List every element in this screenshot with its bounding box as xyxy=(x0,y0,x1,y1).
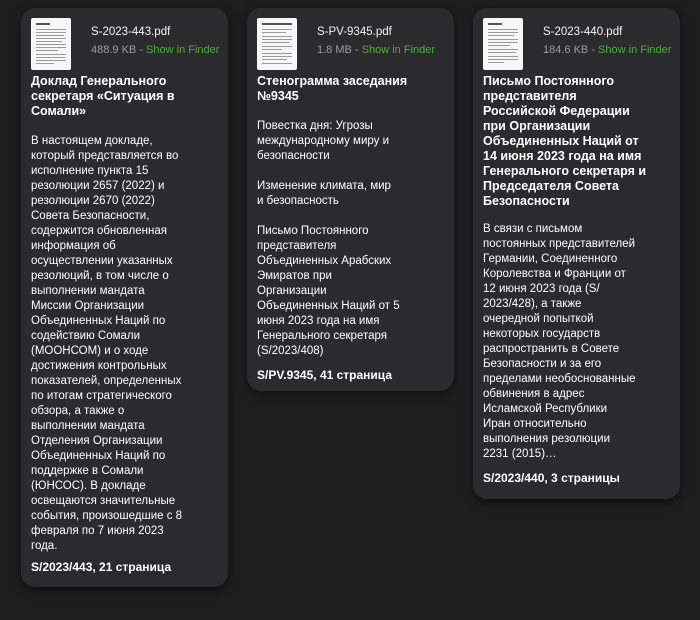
file-meta xyxy=(91,44,219,56)
document-summary: В связи с письмом постоянных представителей Германии, Соединенного Королевства и Франции от 12 июня 2023 года (S/ 2023/428), а также очередной попыткой некоторых государств распространить в Совете Безопасности и за его пределами необоснованные обвинения в адрес Исламской Республики Иран относительно выполнения резолюции 2231 (2015)… xyxy=(483,223,636,460)
file-size: 488.9 KB xyxy=(91,44,137,56)
document-card[interactable] xyxy=(473,8,680,499)
file-header xyxy=(483,18,674,70)
show-in-finder-link[interactable]: Show in Finder xyxy=(361,44,436,56)
file-size: 1.8 MB xyxy=(317,44,352,56)
file-header xyxy=(31,18,222,70)
meta-separator: - xyxy=(136,44,147,56)
file-name: S-2023-443.pdf xyxy=(91,26,171,38)
document-reference: S/2023/440, 3 страницы xyxy=(483,471,620,485)
pdf-thumbnail-icon[interactable] xyxy=(483,18,523,70)
file-meta xyxy=(543,44,671,56)
document-title: Письмо Постоянного представителя Российской Федерации при Организации Объединенных Наций от 14 июня 2023 года на имя Генерального секретаря и Председателя Совета Безопасности xyxy=(483,74,647,208)
document-title: Стенограмма заседания №9345 xyxy=(257,74,408,103)
file-name: S-PV-9345.pdf xyxy=(317,26,392,38)
file-header xyxy=(257,18,448,70)
document-reference: S/PV.9345, 41 страница xyxy=(257,368,392,382)
document-reference: S/2023/443, 21 страница xyxy=(31,560,172,574)
show-in-finder-link[interactable]: Show in Finder xyxy=(598,44,672,56)
document-summary: В настоящем докладе, который представляется во исполнение пункта 15 резолюции 2657 (2022) и резолюции 2670 (2022) Совета Безопасности, содержится обновленная информация об осуществлении указанных резолюций, в том числе о выполнении мандата Миссии Организации Объединенных Наций по содействию Сомали (МООНСОМ) и о ходе достижения контрольных показателей, определенных по итогам стратегического обзора, а также о выполнении мандата Отделения Организации Объединенных Наций по поддержке в Сомали (ЮНСОС). В докладе освещаются значительные события, произошедшие с 8 февраля по 7 июня 2023 года. xyxy=(31,135,183,552)
file-size: 184.6 KB xyxy=(543,44,589,56)
document-summary: Повестка дня: Угрозы международному миру и безопасности Изменение климата, мир и безопасность Письмо Постоянного представителя Объединенных Арабских Эмиратов при Организации Объединенных Наций от 5 июня 2023 года на имя Генерального секретаря (S/2023/408) xyxy=(257,120,400,357)
meta-separator: - xyxy=(351,44,362,56)
document-title: Доклад Генерального секретаря «Ситуация в Сомали» xyxy=(31,74,175,118)
document-card[interactable] xyxy=(247,8,454,391)
pdf-thumbnail-icon[interactable] xyxy=(31,18,71,70)
show-in-finder-link[interactable]: Show in Finder xyxy=(146,44,220,56)
file-meta xyxy=(317,44,435,56)
document-card[interactable] xyxy=(21,8,228,587)
pdf-thumbnail-icon[interactable] xyxy=(257,18,297,70)
meta-separator: - xyxy=(588,44,599,56)
file-name: S-2023-440.pdf xyxy=(543,26,623,38)
